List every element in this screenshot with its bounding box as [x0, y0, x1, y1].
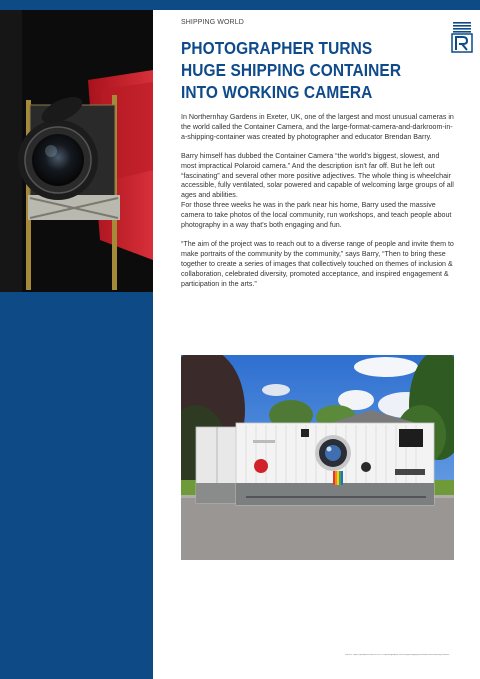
image-source-note: Source: https://petapixel.com/2019/07/19/photographer-turns-huge-shipping-container-into-working-camera/: [345, 654, 450, 656]
article-headline: PHOTOGRAPHER TURNS HUGE SHIPPING CONTAINER INTO WORKING CAMERA: [181, 38, 402, 102]
paragraph-quote: “The aim of the project was to reach out to a diverse range of people and invite them to make portraits of the community by the community,” says Barry, “Then to bring these together to create a series of images that collectively touched on themes of inclusion & collaboration, celebrated diversity, promoted acceptance, and inspired engagement & participation in the arts.”: [181, 239, 454, 288]
container-camera-illustration: [181, 355, 454, 560]
company-logo-icon: [451, 20, 473, 54]
paragraph-description: Barry himself has dubbed the Container Camera “the world's biggest, slowest, and most impractical Polaroid camera.” And the description isn't far off. But he left out “fascinating” and several other more positive adjectives. The whole thing is wheelchair accessible, fully ventilated, solar powered and capable of welcoming large groups of all ages and abilities. For those three weeks he was in the park near his home, Barry used the massive camera to take photos of the local community, run workshops, and teach people about photography in a way that's both engaging and fun.: [181, 151, 454, 230]
camera-lens-photo: [0, 10, 153, 292]
section-label: SHIPPING WORLD: [181, 19, 244, 26]
camera-lens-illustration: [0, 10, 153, 292]
article-body: [181, 113, 455, 299]
container-camera-photo: [181, 355, 454, 560]
paragraph-intro: In Northernhay Gardens in Exeter, UK, one of the largest and most unusual cameras in the world called the Container Camera, and the large-format-camera-and-darkroom-in-a-shipping-container was created by photographer and educator Brendan Barry.: [181, 113, 454, 141]
top-accent-bar: [0, 0, 480, 10]
